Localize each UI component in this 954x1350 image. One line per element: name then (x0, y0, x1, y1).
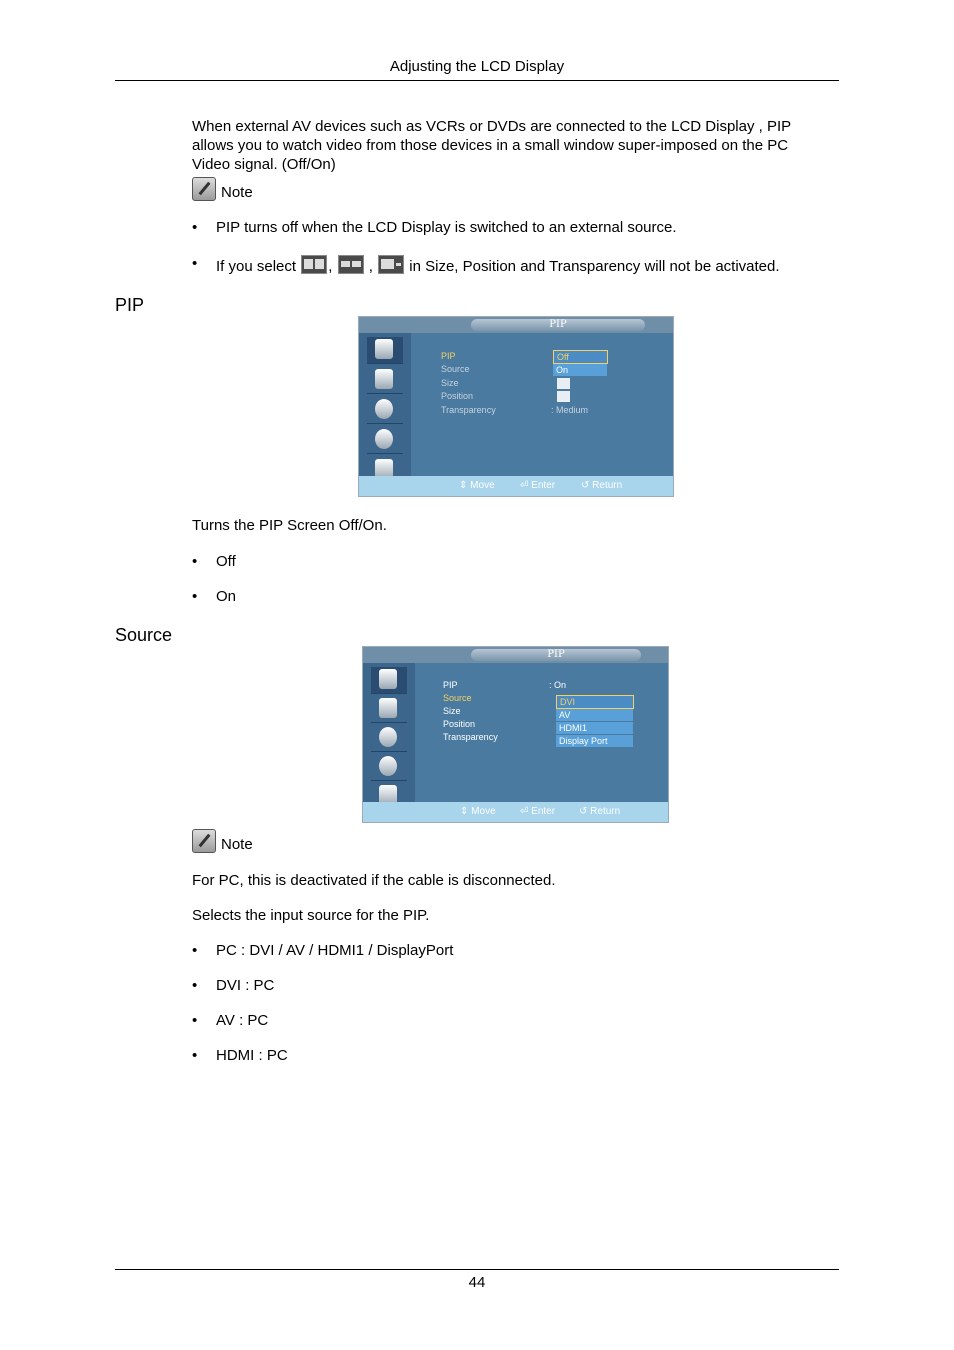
bullet-pre: If you select (216, 258, 297, 275)
bullet-size: Size (425, 258, 455, 275)
osd-menu-sound-icon (371, 725, 407, 752)
src-a: HDMI (216, 1047, 255, 1064)
osd-menu-input-icon (367, 337, 403, 364)
note-icon (192, 177, 216, 201)
src-slash: / (309, 942, 314, 959)
page-header: Adjusting the LCD Display (389, 58, 565, 75)
osd-nav-enter: ⏎ Enter (520, 806, 556, 817)
osd-size-icon (557, 378, 570, 389)
src-sep: : (245, 977, 250, 994)
comma: , (368, 258, 373, 275)
section-heading-source: Source (115, 625, 173, 645)
intro-close: ) (330, 156, 336, 173)
osd-menu-setup-icon (367, 427, 403, 454)
note-2 (192, 825, 253, 853)
osd-nav-return-label: Return (592, 480, 623, 491)
intro-slash: / (306, 156, 311, 173)
osd-row-pip: PIP (441, 351, 456, 361)
osd-nav-enter: ⏎ Enter (520, 480, 556, 491)
osd-row-transparency: Transparency (441, 405, 496, 415)
bullet-text: PIP turns off when the LCD Display is switched to an external source. (216, 219, 677, 236)
bullet-text (216, 977, 274, 994)
osd-option-on[interactable]: On (553, 364, 607, 376)
list-item (192, 255, 839, 277)
list-item (192, 1047, 839, 1067)
note-1 (192, 173, 253, 201)
bullet-text (216, 1012, 268, 1029)
bullet-transparency: Transparency (549, 258, 641, 275)
bullet-in: in (409, 258, 421, 275)
osd-row-source: Source (441, 364, 470, 374)
src-sep: : (239, 1012, 244, 1029)
section-heading-pip: PIP (115, 295, 145, 315)
src-slash: / (278, 942, 283, 959)
bullet-post: will not be activated. (644, 258, 780, 275)
header-rule (115, 80, 839, 81)
osd-option-av[interactable]: AV (556, 709, 633, 721)
osd-title: PIP (471, 319, 645, 331)
intro-line-1: When external AV devices such as VCRs or DVDs are connected to the LCD Display , (192, 118, 763, 135)
src-b: PC (247, 1012, 269, 1029)
pip-desc-pre: Turns the (192, 517, 255, 534)
osd-sidebar (363, 663, 415, 808)
osd-row-position: Position (443, 719, 476, 729)
osd-row-pip: PIP (443, 680, 458, 690)
src-a: DVI (216, 977, 242, 994)
bullet-dot: • (192, 553, 198, 570)
list-item (192, 588, 839, 608)
list-item (192, 219, 839, 239)
bullet-text (216, 942, 453, 959)
bullet-text (216, 1047, 288, 1064)
pip-double-icon (301, 255, 327, 274)
osd-option-off[interactable]: Off (553, 350, 608, 364)
bullet-dot: • (192, 255, 198, 272)
page-number: 44 (468, 1274, 486, 1291)
src-sep: : (258, 1047, 263, 1064)
pip-single-icon (378, 255, 404, 274)
osd-bottom-bar (359, 476, 673, 496)
note-label: Note (221, 836, 253, 853)
osd-value-pip: : On (549, 680, 567, 690)
osd-nav-move-label: Move (471, 806, 496, 817)
osd-bottom-bar (363, 802, 668, 822)
pip-desc-slash: / (358, 517, 363, 534)
osd-nav-move: ⇕ Move (460, 806, 496, 817)
osd-menu-sound-icon (367, 397, 403, 424)
bullet-dot: • (192, 942, 198, 959)
src-displayport: DisplayPort (376, 942, 454, 959)
comma: , (328, 258, 333, 275)
src-dvi: DVI (249, 942, 275, 959)
osd-nav-move-label: Move (470, 480, 495, 491)
bullet-dot: • (192, 1012, 198, 1029)
bullet-and: and (520, 258, 546, 275)
list-item (192, 977, 839, 997)
pip-desc-mid: Screen (287, 517, 335, 534)
osd-nav-move: ⇕ Move (459, 480, 495, 491)
osd-nav-return: ↺ Return (579, 806, 621, 817)
intro-pip: PIP (767, 118, 792, 135)
src-slash: / (368, 942, 373, 959)
osd-nav-enter-label: Enter (531, 480, 556, 491)
bullet-dot: • (192, 588, 198, 605)
intro-line-2: allows you to watch video from those devices in a small window super-imposed on the PC (192, 137, 789, 154)
osd-position-icon (557, 391, 570, 402)
source-description: Selects the input source for the PIP. (192, 907, 430, 924)
bullet-text: On (216, 588, 237, 605)
osd-row-source: Source (443, 693, 472, 703)
pip-double-wide-icon (338, 255, 364, 274)
src-b: PC (266, 1047, 288, 1064)
bullet-dot: • (192, 1047, 198, 1064)
comma: , (454, 258, 459, 275)
osd-row-size: Size (443, 706, 461, 716)
osd-pip-screenshot (358, 316, 674, 497)
osd-title: PIP (471, 649, 641, 661)
note-label: Note (221, 184, 253, 201)
pip-description (192, 517, 387, 534)
bullet-text: Off (216, 553, 236, 570)
osd-source-screenshot (362, 646, 669, 823)
bullet-position: Position (462, 258, 517, 275)
src-hdmi1: HDMI1 (317, 942, 365, 959)
osd-row-transparency: Transparency (443, 732, 498, 742)
intro-on: On (310, 156, 331, 173)
intro-paragraph (192, 117, 839, 174)
pip-desc-post: . (382, 517, 387, 534)
osd-menu-setup-icon (371, 754, 407, 781)
osd-option-display-port[interactable]: Display Port (556, 735, 633, 747)
src-a: AV (216, 1012, 235, 1029)
note-icon (192, 829, 216, 853)
osd-row-position: Position (441, 391, 474, 401)
src-sep: : (241, 942, 246, 959)
osd-row-size: Size (441, 378, 459, 388)
pip-desc-off: Off (338, 517, 359, 534)
source-note-text: For PC, this is deactivated if the cable is disconnected. (192, 872, 556, 889)
osd-nav-return-label: Return (590, 806, 621, 817)
pip-desc-on: On (362, 517, 383, 534)
bullet-dot: • (192, 219, 198, 236)
pip-desc-pip: PIP (258, 517, 283, 534)
osd-nav-enter-label: Enter (531, 806, 556, 817)
osd-menu-picture-icon (371, 696, 407, 723)
osd-option-hdmi1[interactable]: HDMI1 (556, 722, 633, 734)
osd-menu-input-icon (371, 667, 407, 694)
osd-value-transparency: : Medium (551, 405, 589, 415)
list-item (192, 553, 839, 573)
bullet-text (216, 255, 780, 275)
intro-off: Off (286, 156, 307, 173)
osd-nav-return: ↺ Return (581, 480, 623, 491)
src-b: PC (253, 977, 275, 994)
osd-option-dvi[interactable]: DVI (556, 695, 634, 709)
src-av: AV (286, 942, 305, 959)
footer-rule (115, 1269, 839, 1270)
osd-sidebar (359, 333, 411, 482)
list-item (192, 1012, 839, 1032)
intro-line-3-pre: Video signal. ( (192, 156, 287, 173)
bullet-dot: • (192, 977, 198, 994)
src-pc: PC (216, 942, 237, 959)
osd-menu-picture-icon (367, 367, 403, 394)
list-item (192, 942, 839, 962)
